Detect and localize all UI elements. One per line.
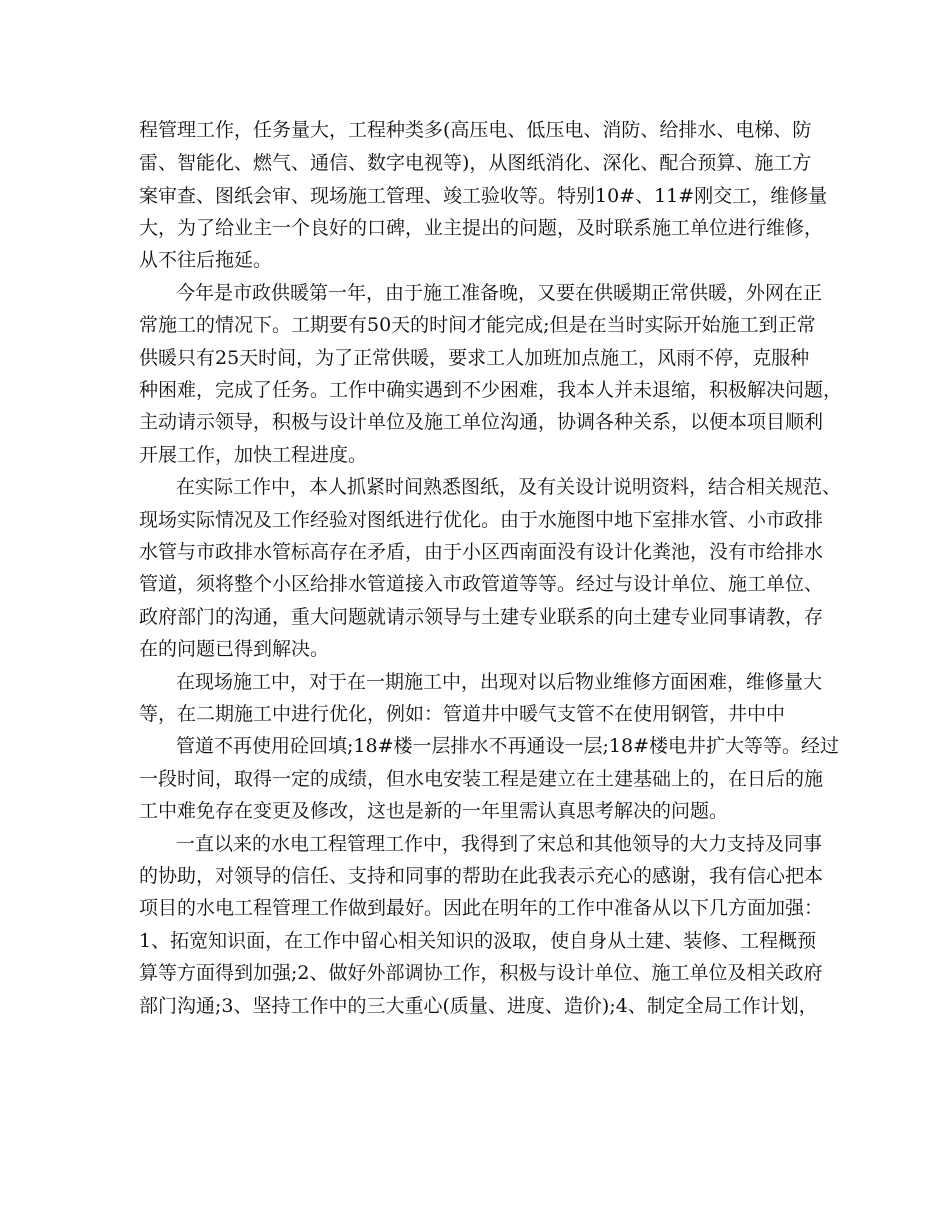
text-line: 的协助，对领导的信任、支持和同事的帮助在此我表示充心的感谢，我有信心把本 [139, 865, 824, 887]
text-line: 1、拓宽知识面，在工作中留心相关知识的汲取，使自身从土建、装修、工程概预 [139, 930, 817, 952]
paragraph-start-line: 在实际工作中，本人抓紧时间熟悉图纸，及有关设计说明资料，结合相关规范、 [176, 476, 842, 498]
text-line: 工中难免存在变更及修改，这也是新的一年里需认真思考解决的问题。 [139, 800, 729, 822]
text-line: 雷、智能化、燃气、通信、数字电视等)，从图纸消化、深化、配合预算、施工方 [139, 152, 812, 174]
text-line: 大，为了给业主一个良好的口碑，业主提出的问题，及时联系施工单位进行维修， [139, 217, 824, 239]
text-line: 常施工的情况下。工期要有50天的时间才能完成;但是在当时实际开始施工到正常 [139, 314, 816, 336]
text-line: 一段时间，取得一定的成绩，但水电安装工程是建立在土建基础上的，在日后的施 [139, 768, 824, 790]
text-line: 项目的水电工程管理工作做到最好。因此在明年的工作中准备从以下几方面加强： [139, 897, 824, 919]
text-line: 从不往后拖延。 [139, 249, 273, 271]
text-line: 主动请示领导，积极与设计单位及施工单位沟通，协调各种关系，以便本项目顺利 [139, 411, 824, 433]
indented-text-line: 管道不再使用砼回填;18#楼一层排水不再通设一层;18#楼电井扩大等等。经过 [176, 735, 839, 757]
text-line: 水管与市政排水管标高存在矛盾，由于小区西南面没有设计化粪池，没有市给排水 [139, 541, 824, 563]
paragraph-start-line: 今年是市政供暖第一年，由于施工准备晚，又要在供暖期正常供暖，外网在正 [176, 282, 823, 304]
paragraph-start-line: 在现场施工中，对于在一期施工中，出现对以后物业维修方面困难，维修量大 [176, 671, 823, 693]
text-line: 案审查、图纸会审、现场施工管理、竣工验收等。特别10#、11#刚交工，维修量 [139, 185, 828, 207]
text-line: 政府部门的沟通，重大问题就请示领导与土建专业联系的向土建专业同事请教，存 [139, 606, 824, 628]
paragraph-start-line: 一直以来的水电工程管理工作中，我得到了宋总和其他领导的大力支持及同事 [176, 833, 823, 855]
text-line: 种困难，完成了任务。工作中确实遇到不少困难，我本人并未退缩，积极解决问题， [139, 379, 843, 401]
text-line: 算等方面得到加强;2、做好外部调协工作，积极与设计单位、施工单位及相关政府 [139, 962, 823, 984]
text-line: 部门沟通;3、坚持工作中的三大重心(质量、进度、造价);4、制定全局工作计划， [139, 995, 818, 1017]
text-line: 供暖只有25天时间，为了正常供暖，要求工人加班加点施工，风雨不停，克服种 [139, 347, 810, 369]
text-line: 等，在二期施工中进行优化，例如：管道井中暖气支管不在使用钢管，井中中 [139, 703, 786, 725]
text-line: 在的问题已得到解决。 [139, 638, 330, 660]
text-line: 程管理工作，任务量大，工程种类多(高压电、低压电、消防、给排水、电梯、防 [139, 119, 812, 141]
text-line: 管道，须将整个小区给排水管道接入市政管道等等。经过与设计单位、施工单位、 [139, 573, 824, 595]
text-line: 开展工作，加快工程进度。 [139, 444, 368, 466]
text-line: 现场实际情况及工作经验对图纸进行优化。由于水施图中地下室排水管、小市政排 [139, 509, 824, 531]
